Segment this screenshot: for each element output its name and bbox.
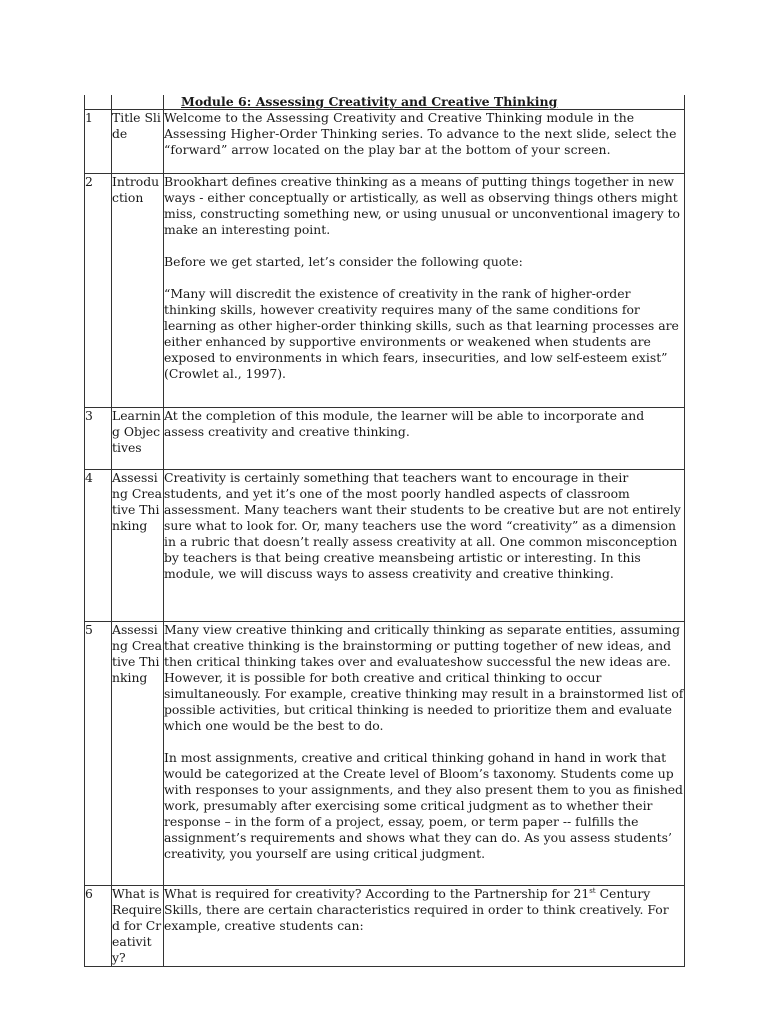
narration-paragraph: Many view creative thinking and critically thinking as separate entities, assuming that creative thinking is the brainstorming or putting together of new ideas, and then critical thinking takes over and evaluateshow successful the new ideas are. However, it is possible for both creative and critical thinking to occur simultaneously. For example, creative thinking may result in a brainstormed list of possible activities, but critical thinking is needed to prioritize them and evaluate which one would be the best to do. — [164, 622, 684, 733]
narration-paragraph — [164, 886, 684, 934]
table-row — [85, 622, 685, 886]
header-cell — [112, 95, 164, 110]
slide-number: 6 — [85, 886, 112, 967]
slide-narration — [164, 622, 685, 886]
slide-name: What is Required for Creativity? — [112, 886, 162, 965]
slide-name: Learning Objectives — [112, 408, 164, 470]
table-header-row — [85, 95, 685, 110]
slide-number: 2 — [85, 174, 112, 408]
table-row — [85, 470, 685, 622]
header-cell — [164, 95, 685, 110]
ordinal-suffix: st — [589, 886, 596, 895]
table-row — [85, 408, 685, 470]
slide-narration — [164, 408, 685, 470]
narration-paragraph: Welcome to the Assessing Creativity and Creative Thinking module in the Assessing Higher-Order Thinking series. To advance to the next slide, select the “forward” arrow located on the play bar at the bottom of your screen. — [164, 110, 677, 157]
table-row — [85, 886, 685, 967]
slide-narration — [164, 886, 685, 967]
narration-paragraph: Brookhart defines creative thinking as a means of putting things together in new ways - either conceptually or artistically, as well as observing things others might miss, constructing something new, or using unusual or unconventional imagery to make an interesting point. — [164, 174, 681, 237]
slide-number: 4 — [85, 470, 112, 622]
narration-paragraph: In most assignments, creative and critical thinking gohand in hand in work that would be categorized at the Create level of Bloom’s taxonomy. Students come up with responses to your assignments, and they also present them to you as finished work, presumably after exercising some critical judgment as to whether their response – in the form of a project, essay, poem, or term paper -- fulfills the assignment’s requirements and shows what they can do. As you assess students’ creativity, you yourself are using critical judgment. — [164, 750, 683, 861]
header-cell — [85, 95, 112, 110]
narration-paragraph: “Many will discredit the existence of creativity in the rank of higher-order thinking skills, however creativity requires many of the same conditions for learning as other higher-order thinking skills, such as that learning processes are either enhanced by supportive environments or weakened when students are exposed to environments in which fears, insecurities, and low self-esteem exist” (Crowlet al., 1997). — [164, 286, 679, 381]
script-table — [84, 95, 685, 967]
narration-paragraph: Before we get started, let’s consider the following quote: — [164, 254, 523, 269]
slide-number: 1 — [85, 110, 112, 174]
narration-text: What is required for creativity? According to the Partnership for 21 — [164, 886, 590, 901]
slide-name: Assessing Creative Thinking — [112, 622, 164, 886]
slide-narration — [164, 470, 685, 622]
slide-number: 5 — [85, 622, 112, 886]
document-title: Module 6: Assessing Creativity and Creative Thinking — [181, 94, 558, 109]
slide-name: Introduction — [112, 174, 164, 408]
slide-narration — [164, 110, 685, 174]
slide-name: Assessing Creative Thinking — [112, 470, 164, 622]
table-row — [85, 110, 685, 174]
slide-name: Title Slide — [112, 110, 164, 174]
narration-paragraph: At the completion of this module, the learner will be able to incorporate and assess creativity and creative thinking. — [164, 408, 645, 439]
slide-number: 3 — [85, 408, 112, 470]
slide-narration — [164, 174, 685, 408]
narration-paragraph: Creativity is certainly something that teachers want to encourage in their students, and yet it’s one of the most poorly handled aspects of classroom assessment. Many teachers want their students to be creative but are not entirely sure what to look for. Or, many teachers use the word “creativity” as a dimension in a rubric that doesn’t really assess creativity at all. One common misconception by teachers is that being creative meansbeing artistic or interesting. In this module, we will discuss ways to assess creativity and creative thinking. — [164, 470, 681, 581]
table-row — [85, 174, 685, 408]
narration-text: Century Skills, there are certain characteristics required in order to think creatively. For example, creative students can: — [164, 886, 669, 933]
